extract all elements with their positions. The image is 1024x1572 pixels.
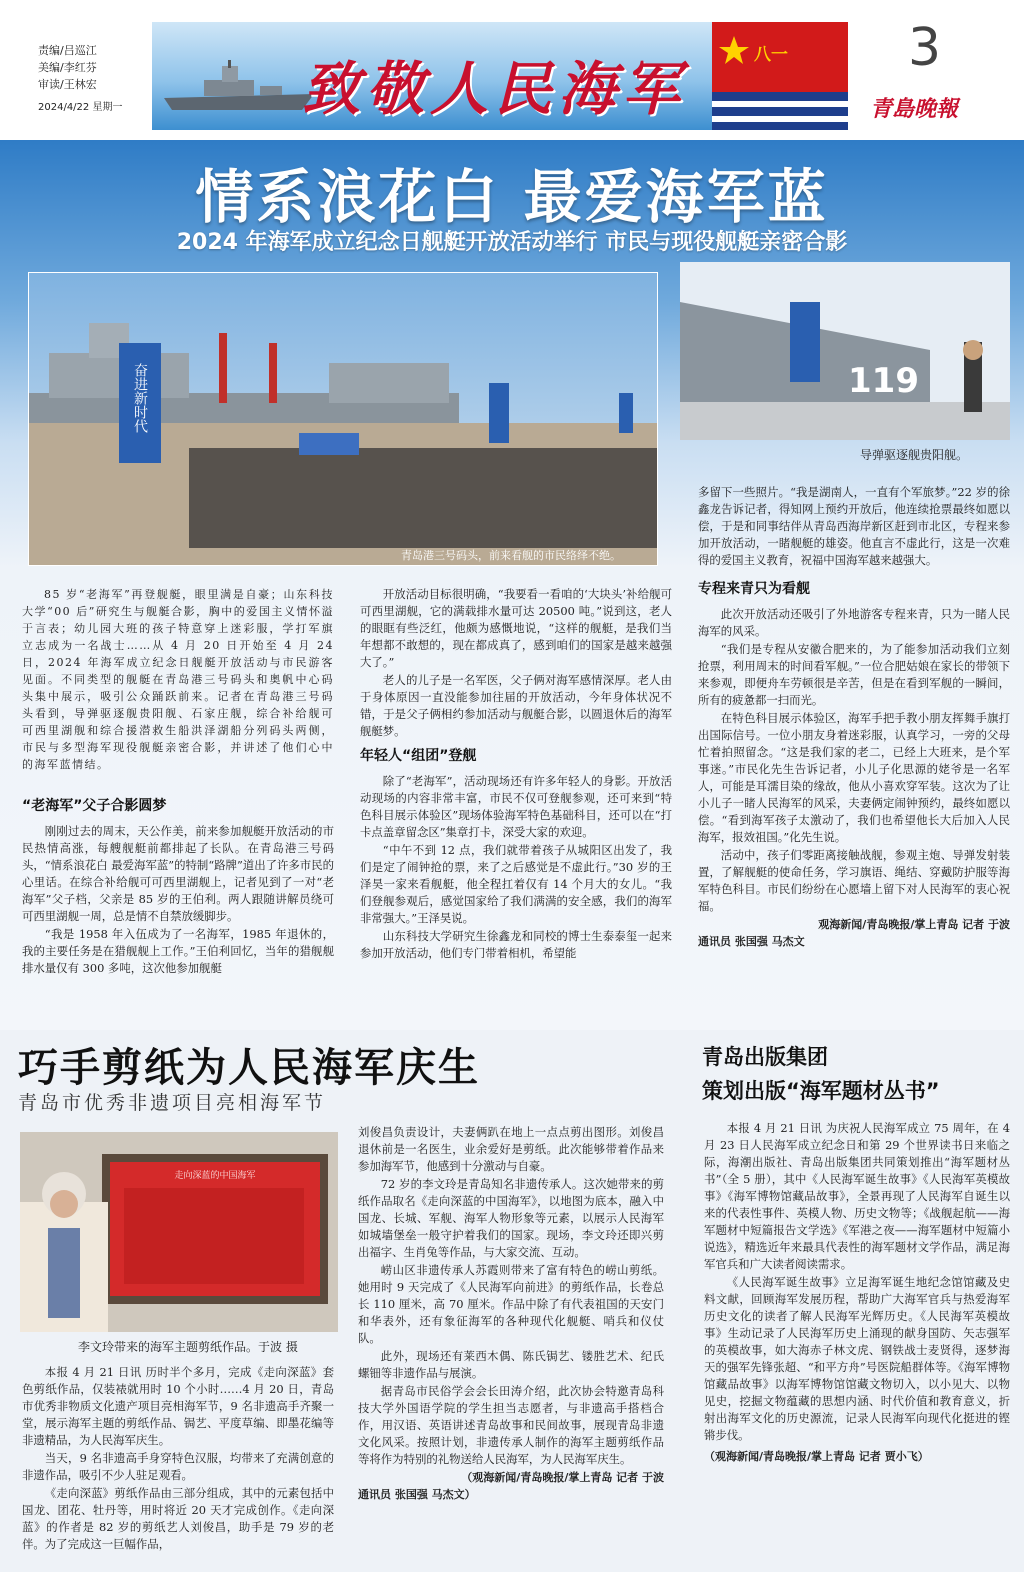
top-byline-correspondent: 通讯员 张国强 马杰文 xyxy=(698,935,805,948)
lead-text: 85 岁“老海军”再登舰艇，眼里满是自豪；山东科技大学“00 后”研究生与舰艇合影，胸中的爱国主义情怀溢于言表；幼儿园大班的孩子特意穿上迷彩服，学打军旗立志成为一名战士……从 4 月 20 日开始至 4 月 24 日，2024 年海军成立纪念日舰艇开放活动与市民游客见面。不同类型的舰艇在青岛港三号码头和奥帆中心码头集中展示，吸引公众踊跃前来。记者在青岛港三号码头看到，导弹驱逐舰贵阳舰、石家庄舰，综合补给舰可可西里湖舰和综合援潜救生船洪泽湖船分列码头两侧，市民与多型海军现役舰艇亲密合影，并讲述了他们心中的海军蓝情结。 xyxy=(22,588,334,771)
pier-crowd-photo xyxy=(28,272,658,566)
paragraph: 本报 4 月 21 日讯 历时半个多月，完成《走向深蓝》套色剪纸作品，仅装裱就用时 10 个小时……4 月 20 日，青岛市优秀非物质文化遗产项目亮相海军节，9 名非遗高手齐聚一堂，展示海军主题的剪纸作品、锔艺、平度草编、即墨花编等非遗精品，为人民海军庆生。 xyxy=(22,1365,334,1447)
paragraph: 多留下一些照片。“我是湖南人，一直有个军旅梦。”22 岁的徐鑫龙告诉记者，得知网上预约开放后，他连续抢票最终如愿以偿，于是和同事结伴从青岛西海岸新区赶到市北区，专程来参加开放活动，一睹舰艇的雄姿。他直言不虚此行，这是一次难得的爱国主义教育，祝福中国海军越来越强大。 xyxy=(698,485,1010,567)
paragraph: 老人的儿子是一名军医，父子俩对海军感情深厚。老人由于身体原因一直没能参加往届的开放活动，今年身体状况不错，于是父子俩相约参加活动与舰艇合影，以圆退休后的海军舰艇梦。 xyxy=(360,673,672,738)
paragraph: 此次开放活动还吸引了外地游客专程来青，只为一睹人民海军的风采。 xyxy=(698,607,1010,638)
section-heading-tourists: 专程来青只为看舰 xyxy=(698,581,810,597)
section-heading-old-navy: “老海军”父子合影圆梦 xyxy=(22,798,167,814)
section-heading-young-people: 年轻人“组团”登舰 xyxy=(360,748,477,764)
editor-credit: 责编/吕巡江 xyxy=(38,44,97,57)
papercut-subheadline: 青岛市优秀非遗项目亮相海军节 xyxy=(18,1092,327,1114)
column-3 xyxy=(698,484,1010,950)
destroyer-illustration xyxy=(680,262,1010,440)
book-byline: （观海新闻/青岛晚报/掌上青岛 记者 贾小飞） xyxy=(704,1450,929,1463)
page-number: 3 xyxy=(908,18,942,78)
paragraph: 活动中，孩子们零距离接触战舰，参观主炮、导弹发射装置，了解舰艇的使命任务，学习旗语、绳结、穿戴防护服等海军特色科目。市民们纷纷在心愿墙上留下对人民海军的衷心祝福。 xyxy=(698,848,1010,913)
flag-text: 八一 xyxy=(754,45,788,65)
paragraph: 在特色科目展示体验区，海军手把手教小朋友挥舞手旗打出国际信号。一位小朋友身着迷彩服，认真学习，一旁的父母忙着拍照留念。“这是我们家的老二，已经上大班来，是个军事迷。”市民化先生告诉记者，小儿子化思源的姥爷是一名军人，可能是耳濡目染的缘故，他从小喜欢穿军装。这次为了让小儿子一睹人民海军的风采，夫妻俩定闹钟预约，最终如愿以偿。“看到海军孩子太激动了，我们也希望他长大后加入人民海军，报效祖国。”化先生说。 xyxy=(698,711,1010,844)
naval-ensign xyxy=(712,22,848,130)
book-headline xyxy=(702,1040,940,1108)
newspaper-name: 青島晚報 xyxy=(870,96,959,122)
papercut-byline-correspondent: 通讯员 张国强 马杰文） xyxy=(358,1488,476,1501)
book-column xyxy=(704,1120,1010,1465)
photo2-caption: 导弹驱逐舰贵阳舰。 xyxy=(860,448,969,462)
papercut-illustration xyxy=(20,1132,338,1332)
proof-credit: 审读/王林宏 xyxy=(38,78,97,91)
pier-scene-illustration xyxy=(29,273,657,565)
main-headline: 情系浪花白 最爱海军蓝 xyxy=(195,163,829,231)
papercut-photo-caption: 李文玲带来的海军主题剪纸作品。于波 摄 xyxy=(78,1340,298,1354)
column-1 xyxy=(22,790,334,978)
book-headline-line1: 青岛出版集团 xyxy=(702,1045,828,1069)
paragraph: 《走向深蓝》剪纸作品由三部分组成，其中的元素包括中国龙、团花、牡丹等，用时将近 20 天才完成创作。《走向深蓝》的作者是 82 岁的剪纸艺人刘俊昌，助手是 79 岁的老伴。为了完成这一巨幅作品， xyxy=(22,1486,334,1551)
slogan-text: 致敬人民海军 xyxy=(302,55,687,123)
papercut-column-1 xyxy=(22,1364,334,1554)
paragraph: 《人民海军诞生故事》立足海军诞生地纪念馆馆藏及史料文献，回顾海军发展历程，帮助广大海军官兵与热爱海军历史文化的读者了解人民海军光辉历史。《人民海军英模故事》生动记录了人民海军历史上涌现的献身国防、矢志强军的英模故事，如大海赤子林文虎、钢铁战士麦贤得，逐梦海天的强军先锋张超、“和平方舟”号医院船群体等。《海军博物馆藏品故事》以海军博物馆馆藏文物切入，以小见大、以物见史，挖掘文物蕴藏的思想内涵、时代价值和教育意义，折射出海军文化的历史源流，记录人民海军向现代化挺进的铿锵步伐。 xyxy=(704,1275,1010,1442)
papercut-artwork-title: 走向深蓝的中国海军 xyxy=(174,1171,256,1181)
paragraph: 本报 4 月 21 日讯 为庆祝人民海军成立 75 周年，在 4 月 23 日人民海军成立纪念日和第 29 个世界读书日来临之际，海潮出版社、青岛出版集团共同策划推出“海军题材丛书”（全 5 册），其中《人民海军诞生故事》《人民海军英模故事》《海军博物馆藏品故事》，全景再现了人民海军自诞生以来的代表性事件、英模人物、历史文物等；《战舰起航——海军题材中短篇报告文学选》《军港之夜——海军题材中短篇小说选》，精选近年来最具代表性的海军题材文学作品，满足海军官兵和广大读者阅读需求。 xyxy=(704,1121,1010,1271)
lead-paragraph xyxy=(22,586,334,773)
paragraph: “我是 1958 年入伍成为了一名海军，1985 年退休的，我的主要任务是在猎舰舰上工作。”王伯利回忆，当年的猎舰舰排水量仅有 300 多吨，这次他参加舰艇 xyxy=(22,927,334,975)
paragraph: 当天，9 名非遗高手身穿特色汉服，均带来了充满创意的非遗作品，吸引不少人驻足观看。 xyxy=(22,1451,334,1482)
issue-date: 2024/4/22 星期一 xyxy=(38,102,123,113)
book-headline-line2: 策划出版“海军题材丛书” xyxy=(702,1079,940,1103)
papercut-headline: 巧手剪纸为人民海军庆生 xyxy=(18,1045,480,1091)
column-2 xyxy=(360,586,672,963)
destroyer-photo xyxy=(680,262,1010,440)
papercut-photo xyxy=(20,1132,338,1332)
paragraph: 崂山区非遗传承人苏霞则带来了富有特色的崂山剪纸。她用时 9 天完成了《人民海军向前进》的剪纸作品，长卷总长 110 厘米，高 70 厘米。作品中除了有代表祖国的天安门和华表外，还有象征海军的各种现代化舰艇、哨兵和仪仗队。 xyxy=(358,1263,664,1345)
paragraph: 此外，现场还有莱西木偶、陈氏锔艺、镂胜艺术、纪氏螺钿等非遗作品与展演。 xyxy=(358,1349,664,1380)
paragraph: “中午不到 12 点，我们就带着孩子从城阳区出发了，我们是定了闹钟抢的票，来了之后感觉是不虚此行。”30 岁的王泽昊一家来看舰艇，他全程扛着仅有 14 个月大的女儿。“我们登舰参观后，感觉国家给了我们满满的安全感，我们的海军非常强大。”王泽昊说。 xyxy=(360,843,672,925)
paragraph: 72 岁的李文玲是青岛知名非遗传承人。这次她带来的剪纸作品取名《走向深蓝的中国海军》，以地图为底本，融入中国龙、长城、军舰、海军人物形象等元素，以展示人民海军如城墙堡垒一般守护着我们的国家。现场，李文玲还即兴剪出福字、生肖兔等作品，与大家交流、互动。 xyxy=(358,1177,664,1259)
designer-credit: 美编/李红芬 xyxy=(38,61,97,74)
paragraph: 据青岛市民俗学会会长田涛介绍，此次协会特邀青岛科技大学外国语学院的学生担当志愿者，与非遗高手搭档合作，用汉语、英语讲述青岛故事和民间故事，展现青岛非遗文化风采。按照计划，非遗传承人制作的海军主题剪纸作品等将作为特别的礼物送给人民海军，为人民海军庆生。 xyxy=(358,1384,664,1466)
paragraph: 刘俊昌负责设计，夫妻俩趴在地上一点点剪出图形。刘俊昌退休前是一名医生，业余爱好是剪纸。此次能够带着作品来参加海军节，他感到十分激动与自豪。 xyxy=(358,1125,664,1173)
main-subheadline: 2024 年海军成立纪念日舰艇开放活动举行 市民与现役舰艇亲密合影 xyxy=(176,230,848,255)
staff-credits xyxy=(38,42,122,116)
top-byline-reporter: 观海新闻/青岛晚报/掌上青岛 记者 于波 xyxy=(818,918,1010,931)
photo1-caption: 青岛港三号码头，前来看舰的市民络绎不绝。 xyxy=(401,549,621,562)
paragraph: “我们是专程从安徽合肥来的，为了能参加活动我们立刻抢票，利用周末的时间看军舰。”一位合肥姑娘在家长的带领下来参观，即便舟车劳顿很是辛苦，但是在看到军舰的一瞬间，所有的疲惫都一扫而光。 xyxy=(698,642,1010,707)
paragraph: 刚刚过去的周末，天公作美，前来参加舰艇开放活动的市民热情高涨，每艘舰艇前都排起了长队。在青岛港三号码头，“情系浪花白 最爱海军蓝”的特制“路牌”道出了许多市民的心里话。在综合补给舰可可西里湖舰上，记者见到了一对“老海军”父子档，父亲是 85 岁的王伯利。两人跟随讲解员绕可可西里湖舰一周，总是情不自禁放缓脚步。 xyxy=(22,824,334,923)
paragraph: 开放活动目标很明确，“我要看一看咱的‘大块头’补给舰可可西里湖舰，它的满载排水量可达 20500 吨。”说到这，老人的眼眶有些泛红，他颇为感慨地说，“这样的舰艇，是我们当年想都不敢想的，现在都成真了，感到咱们的国家是越来越强大了。” xyxy=(360,587,672,669)
papercut-byline-reporter: （观海新闻/青岛晚报/掌上青岛 记者 于波 xyxy=(461,1471,664,1484)
paragraph: 山东科技大学研究生徐鑫龙和同校的博士生泰泰玺一起来参加开放活动，他们专门带着相机，希望能 xyxy=(360,929,672,960)
hull-number: 119 xyxy=(848,361,919,401)
warship-illustration xyxy=(164,60,314,112)
pier-sign-text: 奋进新时代 xyxy=(132,363,148,433)
papercut-column-2 xyxy=(358,1124,664,1503)
paragraph: 除了“老海军”，活动现场还有许多年轻人的身影。开放活动现场的内容非常丰富，市民不仅可登舰参观，还可来到“特色科目展示体验区”现场体验海军特色基础科目，还可以在“打卡点盖章留念区”集章打卡，深受大家的欢迎。 xyxy=(360,774,672,839)
